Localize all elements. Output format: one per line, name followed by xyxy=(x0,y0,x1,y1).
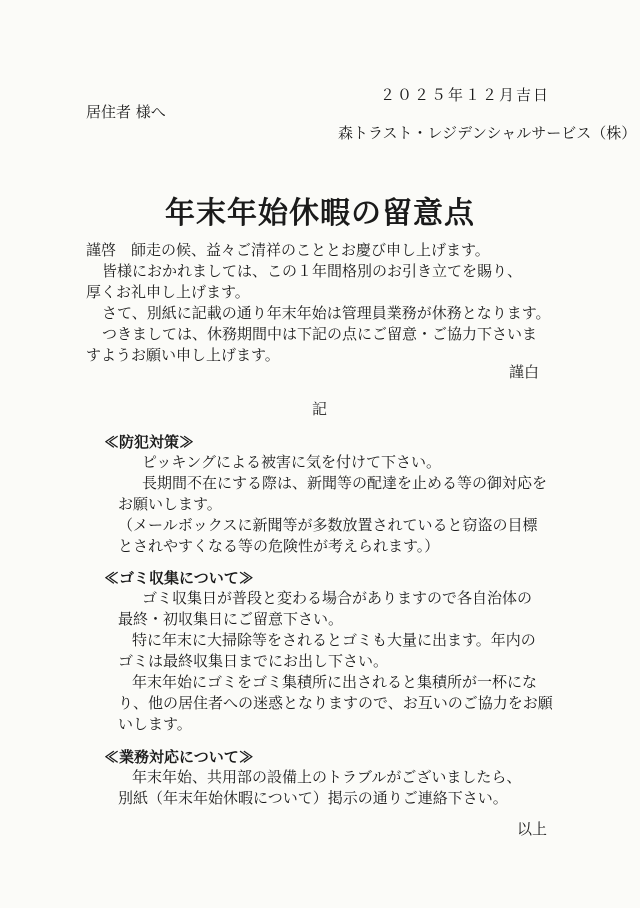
greeting-line: 皆様におかれましては、この１年間格別のお引き立てを賜り、 xyxy=(102,262,523,280)
end-remark: 以上 xyxy=(517,820,548,838)
greeting-line: さて、別紙に記載の通り年末年始は管理員業務が休務となります。 xyxy=(102,304,551,322)
greeting-line: 謹啓 師走の候、益々ご清祥のこととお慶び申し上げます。 xyxy=(86,241,490,259)
greeting-line: 厚くお礼申し上げます。 xyxy=(86,283,250,301)
section-line: 別紙（年末年始休暇について）掲示の通りご連絡下さい。 xyxy=(118,789,508,807)
section-line: り、他の居住者への迷惑となりますので、お互いのご協力をお願 xyxy=(118,694,553,712)
section-line: 長期間不在にする際は、新聞等の配達を止める等の御対応を xyxy=(142,474,548,492)
section-heading: ≪防犯対策≫ xyxy=(104,433,195,451)
greeting-line: つきましては、休務期間中は下記の点にご留意・ご協力下さいま xyxy=(102,325,538,343)
ki-marker: 記 xyxy=(312,400,328,418)
document-title: 年末年始休暇の留意点 xyxy=(165,196,475,231)
section-heading: ≪ゴミ収集について≫ xyxy=(104,569,254,587)
section-line: 特に年末に大掃除等をされるとゴミも大量に出ます。年内の xyxy=(132,631,536,649)
section-line: ゴミは最終収集日までにお出し下さい。 xyxy=(118,652,389,670)
section-line: いします。 xyxy=(118,715,192,733)
section-line: 最終・初収集日にご留意下さい。 xyxy=(118,610,344,628)
section-heading: ≪業務対応について≫ xyxy=(104,748,254,766)
section-line: （メールボックスに新聞等が多数放置されていると窃盗の目標 xyxy=(118,516,538,534)
greeting-line: すようお願い申し上げます。 xyxy=(86,346,280,364)
document-date: ２０２５年１２月吉日 xyxy=(380,86,551,104)
section-line: とされやすくなる等の危険性が考えられます。） xyxy=(118,537,440,555)
closing-remark: 謹白 xyxy=(509,363,540,381)
section-line: 年末年始、共用部の設備上のトラブルがございましたら、 xyxy=(132,768,522,786)
section-line: 年末年始にゴミをゴミ集積所に出されると集積所が一杯にな xyxy=(132,673,538,691)
section-line: ピッキングによる被害に気を付けて下さい。 xyxy=(142,453,441,471)
section-line: ゴミ収集日が普段と変わる場合がありますので各自治体の xyxy=(142,589,533,607)
sender: 森トラスト・レジデンシャルサービス（株） xyxy=(338,124,637,142)
recipient: 居住者 様へ xyxy=(86,103,166,121)
section-line: お願いします。 xyxy=(118,495,222,513)
